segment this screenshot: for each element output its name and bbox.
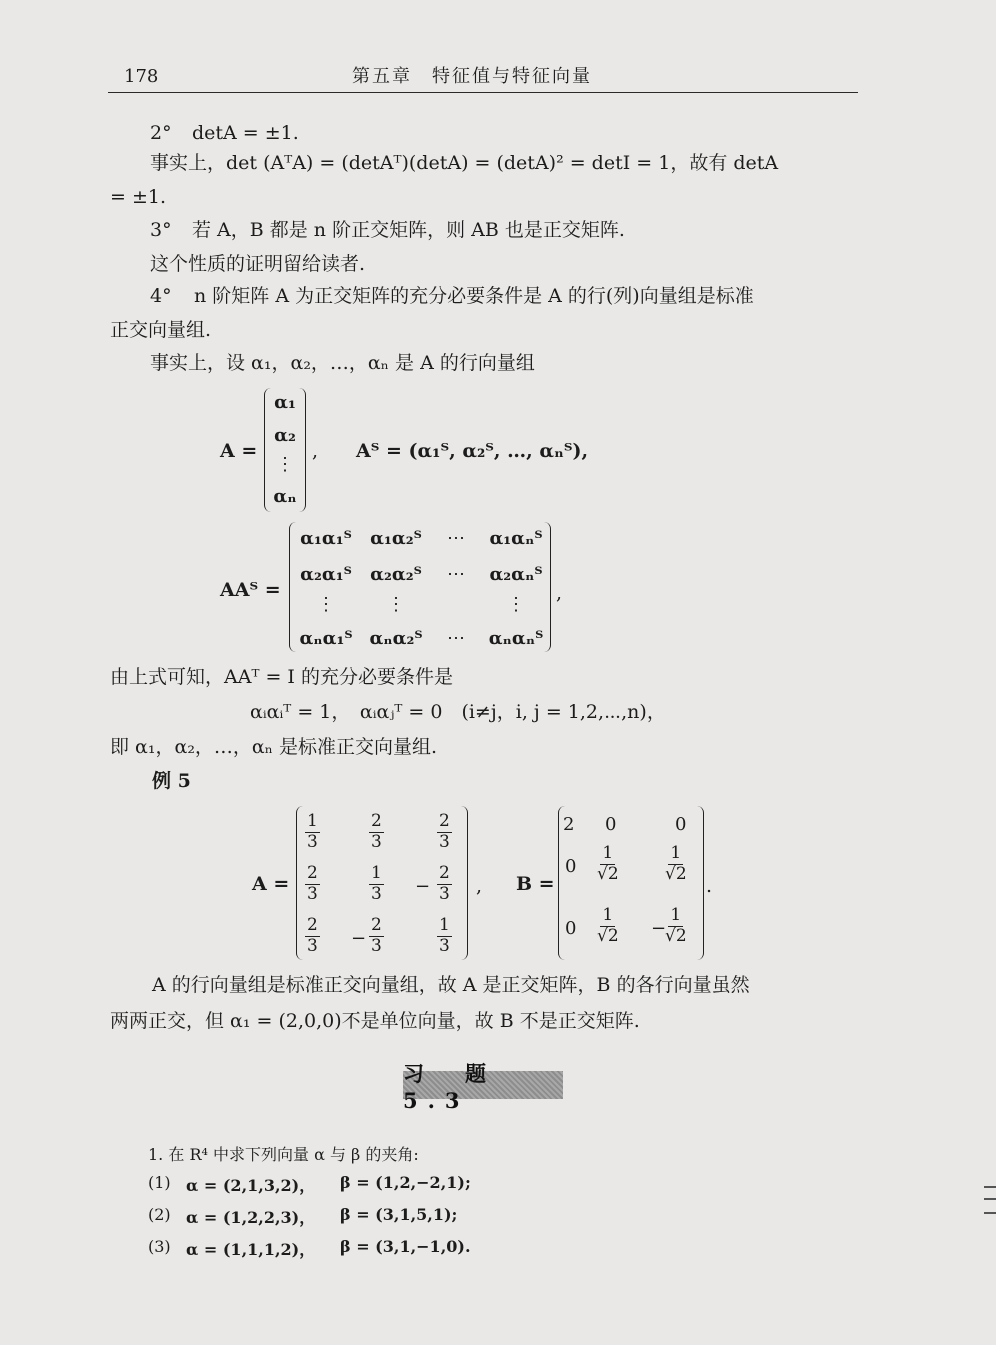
conclusion-line2: 即 α₁，α₂，…，αₙ 是标准正交向量组. — [110, 736, 438, 758]
exercise-item-1-beta: β = (1,2,−2,1); — [340, 1173, 471, 1192]
exercise-question-1: 1. 在 R⁴ 中求下列向量 α 与 β 的夹角: — [148, 1145, 419, 1164]
exercise-item-1-alpha: α = (2,1,3,2)， — [186, 1176, 316, 1195]
header-rule — [108, 92, 858, 93]
prop3-note: 这个性质的证明留给读者. — [150, 253, 366, 275]
example-text-line2: 两两正交，但 α₁ = (2,0,0)不是单位向量，故 B 不是正交矩阵. — [110, 1010, 640, 1032]
orthonormal-condition: αᵢαᵢᵀ = 1， αᵢαⱼᵀ = 0 (i≠j，i, j = 1,2,⋯,n)， — [250, 701, 666, 723]
prop3-statement: 若 A，B 都是 n 阶正交矩阵，则 AB 也是正交矩阵. — [192, 219, 625, 241]
exercise-heading: 习 题 5.3 — [403, 1071, 563, 1099]
exercise-item-2-label: (2) — [148, 1205, 171, 1224]
chapter-title: 第五章 特征值与特征向量 — [352, 66, 592, 87]
prop4-proof-intro: 事实上，设 α₁，α₂，…，αₙ 是 A 的行向量组 — [150, 352, 535, 374]
b-entry-21: 0 — [565, 856, 577, 877]
aat-cell-13: ⋯ — [447, 528, 465, 549]
prop3-label: 3° — [150, 219, 172, 241]
exercise-item-1-label: (1) — [148, 1173, 171, 1192]
b-entry-23: $\frac{1}{√2}$ — [665, 843, 687, 884]
prop2-proof-line2: = ±1. — [110, 186, 167, 208]
aat-cell-31: ⋮ — [317, 594, 335, 615]
b-entry-31: 0 — [565, 918, 577, 939]
a-entry-13: $\frac{2}{3}$ — [439, 811, 450, 852]
b-entry-11: 2 — [563, 814, 575, 835]
exercise-item-3-alpha: α = (1,1,1,2)， — [186, 1240, 316, 1259]
matrix-a-row2: α₂ — [274, 425, 296, 446]
aat-cell-34: ⋮ — [507, 594, 525, 615]
matrix-a-row1: α₁ — [274, 392, 296, 413]
aat-cell-22: α₂α₂ᵀ — [370, 564, 422, 585]
aat-cell-nn: αₙαₙᵀ — [488, 628, 544, 649]
edge-mark — [984, 1212, 996, 1214]
example-text-line1: A 的行向量组是标准正交向量组，故 A 是正交矩阵，B 的各行向量虽然 — [152, 974, 750, 996]
example-matrix-a — [296, 806, 468, 960]
example-b-lhs: B = — [516, 873, 555, 895]
a-entry-23-sign: − — [415, 876, 431, 897]
matrix-aat-lhs: AAᵀ = — [220, 579, 281, 601]
matrix-a-bracket — [264, 388, 306, 512]
edge-mark — [984, 1186, 996, 1188]
example-matrix-b — [558, 806, 704, 960]
a-entry-31: $\frac{2}{3}$ — [307, 915, 318, 956]
aat-cell-n3: ⋯ — [447, 628, 465, 649]
example-label: 例 5 — [152, 770, 191, 792]
a-entry-21: $\frac{2}{3}$ — [307, 863, 318, 904]
matrix-a-comma: , — [312, 440, 319, 462]
aat-cell-23: ⋯ — [447, 564, 465, 585]
aat-cell-32: ⋮ — [387, 594, 405, 615]
exercise-item-3-beta: β = (3,1,−1,0). — [340, 1237, 471, 1256]
prop2-statement: detA = ±1. — [192, 122, 299, 144]
a-entry-32-sign: − — [351, 928, 367, 949]
matrix-aat-bracket — [289, 522, 551, 652]
matrix-a-rown: αₙ — [273, 486, 297, 507]
edge-mark — [984, 1198, 996, 1200]
a-entry-22: $\frac{1}{3}$ — [371, 863, 382, 904]
a-entry-32: $\frac{2}{3}$ — [371, 915, 382, 956]
prop4-label: 4° — [150, 285, 172, 307]
aat-cell-n1: αₙα₁ᵀ — [299, 628, 353, 649]
aat-cell-12: α₁α₂ᵀ — [370, 528, 422, 549]
matrix-a-lhs: A = — [220, 440, 258, 462]
aat-cell-n2: αₙα₂ᵀ — [369, 628, 423, 649]
conclusion-line1: 由上式可知，AAᵀ = I 的充分必要条件是 — [110, 666, 453, 688]
example-a-comma: , — [476, 875, 483, 897]
prop2-proof-line1: 事实上，det (AᵀA) = (detAᵀ)(detA) = (detA)² = detI = 1，故有 detA — [150, 152, 779, 174]
exercise-item-2-alpha: α = (1,2,2,3)， — [186, 1208, 316, 1227]
example-b-period: . — [706, 875, 713, 897]
a-entry-33: $\frac{1}{3}$ — [439, 915, 450, 956]
b-entry-12: 0 — [605, 814, 617, 835]
b-entry-32: $\frac{1}{√2}$ — [597, 905, 619, 946]
aat-cell-14: α₁αₙᵀ — [489, 528, 543, 549]
matrix-aat-comma: , — [556, 582, 563, 604]
b-entry-13: 0 — [675, 814, 687, 835]
prop4-statement-line1: n 阶矩阵 A 为正交矩阵的充分必要条件是 A 的行(列)向量组是标准 — [194, 285, 754, 307]
aat-cell-21: α₂α₁ᵀ — [300, 564, 352, 585]
b-entry-33-sign: − — [651, 918, 667, 939]
a-entry-12: $\frac{2}{3}$ — [371, 811, 382, 852]
transpose-equation: Aᵀ = (α₁ᵀ, α₂ᵀ, …, αₙᵀ), — [356, 440, 589, 462]
b-entry-33: $\frac{1}{√2}$ — [665, 905, 687, 946]
exercise-item-2-beta: β = (3,1,5,1); — [340, 1205, 458, 1224]
page-number: 178 — [124, 66, 159, 87]
example-a-lhs: A = — [252, 873, 290, 895]
prop2-label: 2° — [150, 122, 172, 144]
a-entry-11: $\frac{1}{3}$ — [307, 811, 318, 852]
prop4-statement-line2: 正交向量组. — [110, 319, 212, 341]
aat-cell-11: α₁α₁ᵀ — [300, 528, 352, 549]
exercise-item-3-label: (3) — [148, 1237, 171, 1256]
aat-cell-24: α₂αₙᵀ — [489, 564, 543, 585]
matrix-a-vdots: ⋮ — [276, 454, 294, 475]
b-entry-22: $\frac{1}{√2}$ — [597, 843, 619, 884]
a-entry-23: $\frac{2}{3}$ — [439, 863, 450, 904]
